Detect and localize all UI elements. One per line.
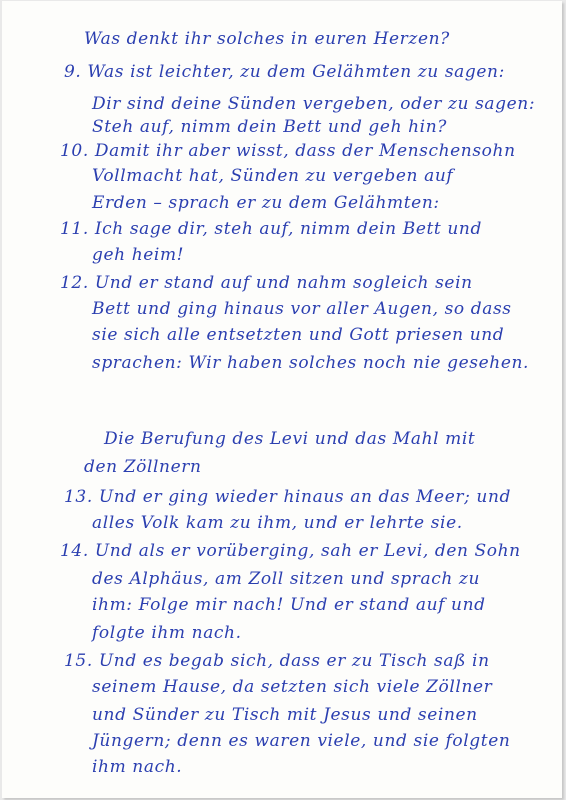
text-line: Was denkt ihr solches in euren Herzen? bbox=[84, 29, 450, 49]
verse-9-line: 9. Was ist leichter, zu dem Gelähmten zu sagen: bbox=[64, 62, 505, 82]
text-line: des Alphäus, am Zoll sitzen und sprach zu bbox=[92, 569, 481, 589]
text-line: seinem Hause, da setzten sich viele Zöllner bbox=[92, 677, 493, 697]
text-line: Dir sind deine Sünden vergeben, oder zu sagen: bbox=[92, 94, 536, 114]
verse-11-line: 11. Ich sage dir, steh auf, nimm dein Bett und bbox=[60, 219, 482, 239]
section-heading-cont: den Zöllnern bbox=[84, 457, 202, 477]
text-line: ihm: Folge mir nach! Und er stand auf und bbox=[92, 595, 486, 615]
verse-10-line: 10. Damit ihr aber wisst, dass der Menschensohn bbox=[60, 141, 516, 161]
text-line: sie sich alle entsetzten und Gott priesen und bbox=[92, 325, 505, 345]
text-line: ihm nach. bbox=[92, 757, 183, 777]
verse-12-line: 12. Und er stand auf und nahm sogleich sein bbox=[60, 273, 473, 293]
text-line: Steh auf, nimm dein Bett und geh hin? bbox=[92, 117, 447, 137]
text-line: folgte ihm nach. bbox=[92, 623, 242, 643]
text-line: Jüngern; denn es waren viele, und sie folgten bbox=[92, 731, 511, 751]
text-line: sprachen: Wir haben solches noch nie gesehen. bbox=[92, 353, 530, 373]
verse-13-line: 13. Und er ging wieder hinaus an das Meer; und bbox=[64, 487, 512, 507]
text-line: Erden – sprach er zu dem Gelähmten: bbox=[92, 193, 440, 213]
verse-15-line: 15. Und es begab sich, dass er zu Tisch saß in bbox=[64, 651, 490, 671]
text-line: alles Volk kam zu ihm, und er lehrte sie. bbox=[92, 513, 463, 533]
verse-14-line: 14. Und als er vorüberging, sah er Levi, den Sohn bbox=[60, 541, 521, 561]
text-line: geh heim! bbox=[92, 245, 185, 265]
handwritten-page bbox=[2, 1, 562, 798]
section-heading: Die Berufung des Levi und das Mahl mit bbox=[104, 429, 476, 449]
text-line: Bett und ging hinaus vor aller Augen, so dass bbox=[92, 299, 512, 319]
text-line: und Sünder zu Tisch mit Jesus und seinen bbox=[92, 705, 478, 725]
text-line: Vollmacht hat, Sünden zu vergeben auf bbox=[92, 166, 454, 186]
